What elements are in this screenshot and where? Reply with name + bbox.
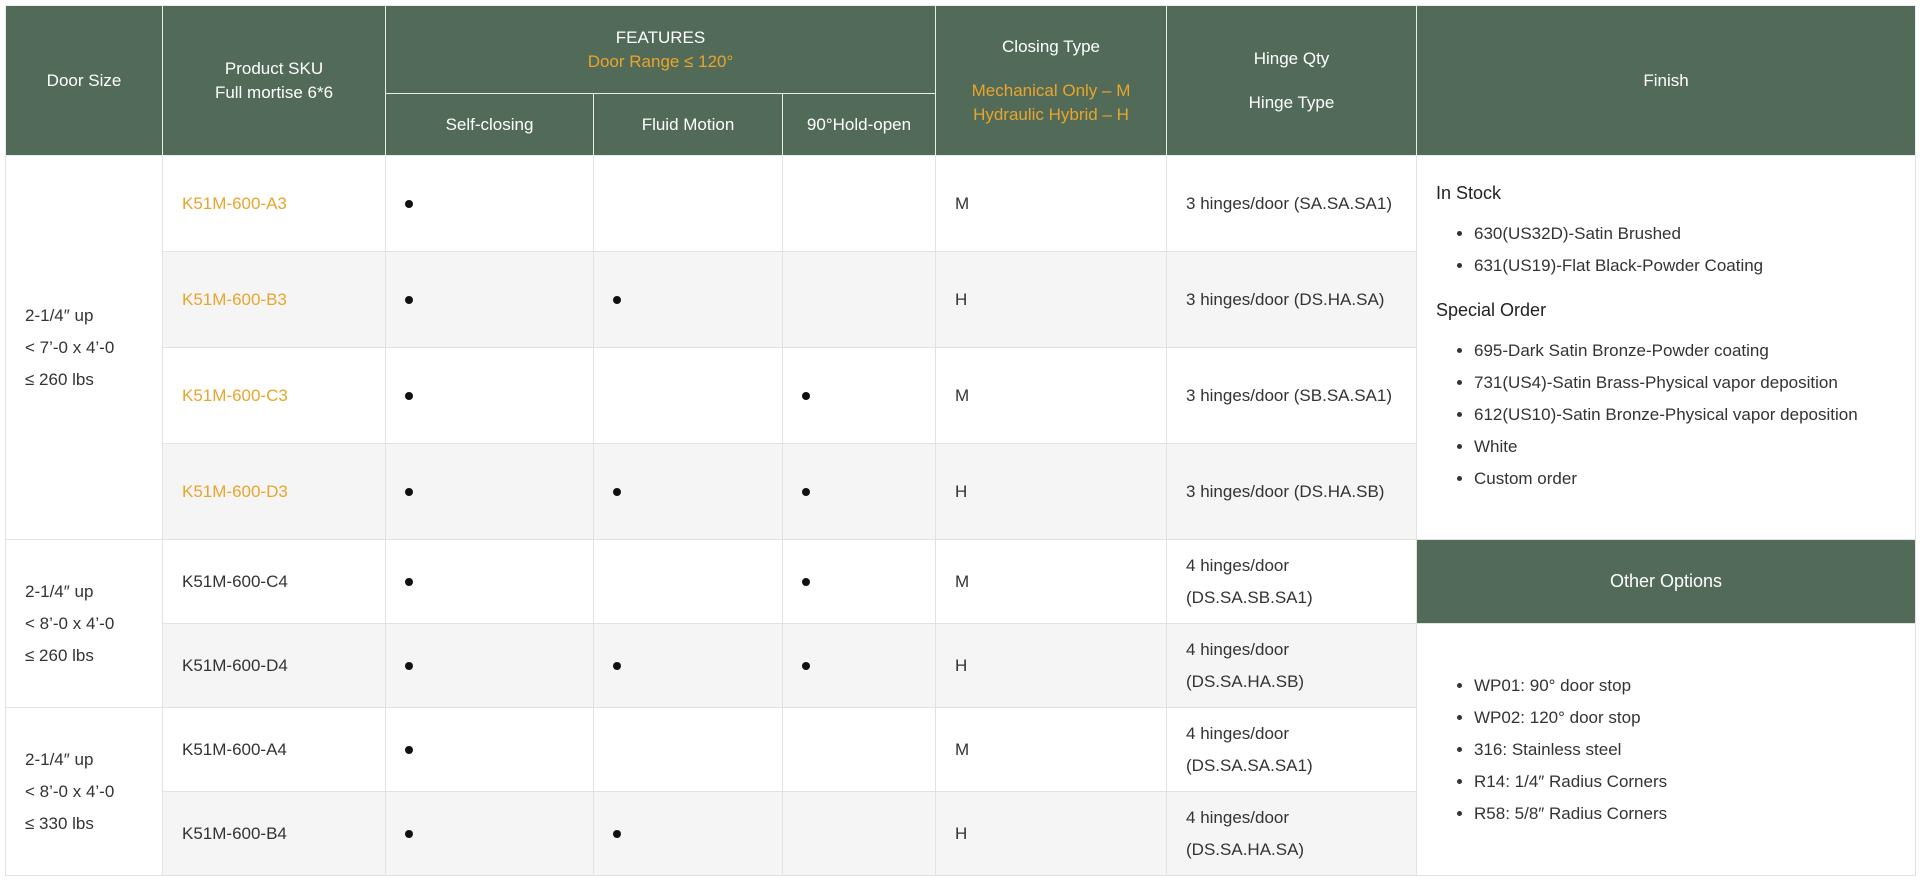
header-hinge-type: Hinge Type — [1248, 92, 1335, 112]
door-size-line: ≤ 260 lbs — [25, 645, 94, 665]
hinge-line: 4 hinges/door — [1186, 807, 1290, 827]
door-size-cell — [6, 708, 163, 876]
fluid-motion-cell — [594, 624, 783, 708]
feature-dot-icon — [405, 578, 413, 586]
product-spec-table — [5, 5, 1916, 876]
door-size-line: < 7’-0 x 4’-0 — [25, 337, 115, 357]
in-stock-title: In Stock — [1436, 182, 1502, 203]
header-product-sku — [163, 6, 386, 156]
finish-cell — [1417, 156, 1916, 540]
product-sku-link[interactable]: K51M-600-D3 — [163, 444, 386, 540]
hold-open-cell — [783, 252, 936, 348]
list-item: • 316: Stainless steel — [1474, 734, 1896, 766]
hinge-line: (DS.SA.HA.SB) — [1186, 671, 1305, 691]
hinge-line: (DS.SA.HA.SA) — [1186, 839, 1305, 859]
self-closing-cell — [386, 156, 594, 252]
product-sku: K51M-600-D4 — [163, 624, 386, 708]
header-hinge-qty: Hinge Qty — [1253, 48, 1330, 68]
special-order-list — [1436, 335, 1896, 495]
hinge-line: (DS.SA.SA.SA1) — [1186, 755, 1313, 775]
hinge-line: 3 hinges/door (DS.HA.SB) — [1186, 481, 1385, 501]
closing-type-cell: M — [936, 348, 1167, 444]
list-item: • White — [1474, 431, 1896, 463]
product-sku-link[interactable]: K51M-600-C3 — [163, 348, 386, 444]
list-item: • 631(US19)-Flat Black-Powder Coating — [1474, 250, 1896, 282]
header-closing-type — [936, 6, 1167, 156]
header-hinge — [1167, 6, 1417, 156]
hold-open-cell — [783, 444, 936, 540]
hinge-line: (DS.SA.SB.SA1) — [1186, 587, 1313, 607]
feature-dot-icon — [405, 488, 413, 496]
hinge-cell — [1167, 624, 1417, 708]
hinge-cell — [1167, 708, 1417, 792]
hinge-line: 3 hinges/door (SA.SA.SA1) — [1186, 193, 1393, 213]
hinge-cell — [1167, 252, 1417, 348]
feature-dot-icon — [405, 830, 413, 838]
fluid-motion-cell — [594, 252, 783, 348]
list-item: • R14: 1/4″ Radius Corners — [1474, 766, 1896, 798]
feature-dot-icon — [613, 488, 621, 496]
feature-dot-icon — [613, 296, 621, 304]
hinge-line: 3 hinges/door (SB.SA.SA1) — [1186, 385, 1393, 405]
feature-dot-icon — [405, 296, 413, 304]
header-sku-line1: Product SKU — [224, 58, 324, 78]
door-size-line: ≤ 330 lbs — [25, 813, 94, 833]
header-finish: Finish — [1417, 6, 1916, 156]
header-closing-h: Hydraulic Hybrid – H — [973, 104, 1129, 124]
hinge-cell — [1167, 792, 1417, 876]
list-item: • 630(US32D)-Satin Brushed — [1474, 218, 1896, 250]
closing-type-cell: M — [936, 156, 1167, 252]
table-row — [6, 540, 1916, 624]
header-fluid-motion: Fluid Motion — [594, 94, 783, 156]
door-size-line: 2-1/4″ up — [25, 305, 94, 325]
self-closing-cell — [386, 708, 594, 792]
special-order-title: Special Order — [1436, 299, 1547, 320]
header-features-range: Door Range ≤ 120° — [587, 51, 734, 71]
fluid-motion-cell — [594, 792, 783, 876]
door-size-line: 2-1/4″ up — [25, 581, 94, 601]
fluid-motion-cell — [594, 708, 783, 792]
fluid-motion-cell — [594, 348, 783, 444]
feature-dot-icon — [802, 488, 810, 496]
self-closing-cell — [386, 624, 594, 708]
other-options-list — [1436, 670, 1896, 830]
table-row — [6, 156, 1916, 252]
product-sku-link[interactable]: K51M-600-B3 — [163, 252, 386, 348]
list-item: • 731(US4)-Satin Brass-Physical vapor deposition — [1474, 367, 1896, 399]
feature-dot-icon — [405, 200, 413, 208]
hinge-line: 4 hinges/door — [1186, 555, 1290, 575]
in-stock-list — [1436, 218, 1896, 282]
spec-table-container — [5, 5, 1915, 876]
door-size-line: < 8’-0 x 4’-0 — [25, 781, 115, 801]
feature-dot-icon — [405, 662, 413, 670]
door-size-cell — [6, 156, 163, 540]
feature-dot-icon — [405, 746, 413, 754]
door-size-cell — [6, 540, 163, 708]
list-item: • WP01: 90° door stop — [1474, 670, 1896, 702]
feature-dot-icon — [802, 662, 810, 670]
door-size-line: ≤ 260 lbs — [25, 369, 94, 389]
feature-dot-icon — [613, 662, 621, 670]
hinge-cell — [1167, 156, 1417, 252]
product-sku-link[interactable]: K51M-600-A3 — [163, 156, 386, 252]
list-item: • R58: 5/8″ Radius Corners — [1474, 798, 1896, 830]
hold-open-cell — [783, 624, 936, 708]
closing-type-cell: H — [936, 252, 1167, 348]
hold-open-cell — [783, 156, 936, 252]
header-door-size: Door Size — [6, 6, 163, 156]
header-features-title: FEATURES — [615, 27, 706, 47]
feature-dot-icon — [802, 578, 810, 586]
hinge-cell — [1167, 444, 1417, 540]
header-hold-open: 90°Hold-open — [783, 94, 936, 156]
hinge-line: 4 hinges/door — [1186, 639, 1290, 659]
self-closing-cell — [386, 444, 594, 540]
product-sku: K51M-600-C4 — [163, 540, 386, 624]
header-closing-m: Mechanical Only – M — [971, 80, 1131, 100]
table-row — [6, 624, 1916, 708]
fluid-motion-cell — [594, 156, 783, 252]
hinge-line: 4 hinges/door — [1186, 723, 1290, 743]
hold-open-cell — [783, 792, 936, 876]
door-size-line: < 8’-0 x 4’-0 — [25, 613, 115, 633]
self-closing-cell — [386, 540, 594, 624]
feature-dot-icon — [802, 392, 810, 400]
header-self-closing: Self-closing — [386, 94, 594, 156]
fluid-motion-cell — [594, 540, 783, 624]
list-item: • 612(US10)-Satin Bronze-Physical vapor deposition — [1474, 399, 1896, 431]
door-size-line: 2-1/4″ up — [25, 749, 94, 769]
hold-open-cell — [783, 348, 936, 444]
list-item: • 695-Dark Satin Bronze-Powder coating — [1474, 335, 1896, 367]
closing-type-cell: H — [936, 624, 1167, 708]
hinge-line: 3 hinges/door (DS.HA.SA) — [1186, 289, 1385, 309]
hinge-cell — [1167, 540, 1417, 624]
feature-dot-icon — [405, 392, 413, 400]
hinge-cell — [1167, 348, 1417, 444]
other-options-header: Other Options — [1417, 540, 1916, 624]
header-features — [386, 6, 936, 94]
fluid-motion-cell — [594, 444, 783, 540]
product-sku: K51M-600-A4 — [163, 708, 386, 792]
list-item: • WP02: 120° door stop — [1474, 702, 1896, 734]
self-closing-cell — [386, 792, 594, 876]
hold-open-cell — [783, 708, 936, 792]
other-options-cell — [1417, 624, 1916, 876]
self-closing-cell — [386, 348, 594, 444]
feature-dot-icon — [613, 830, 621, 838]
header-sku-line2: Full mortise 6*6 — [214, 82, 334, 102]
closing-type-cell: M — [936, 708, 1167, 792]
closing-type-cell: H — [936, 792, 1167, 876]
hold-open-cell — [783, 540, 936, 624]
self-closing-cell — [386, 252, 594, 348]
header-closing-title: Closing Type — [1002, 36, 1100, 56]
closing-type-cell: M — [936, 540, 1167, 624]
closing-type-cell: H — [936, 444, 1167, 540]
product-sku: K51M-600-B4 — [163, 792, 386, 876]
list-item: • Custom order — [1474, 463, 1896, 495]
